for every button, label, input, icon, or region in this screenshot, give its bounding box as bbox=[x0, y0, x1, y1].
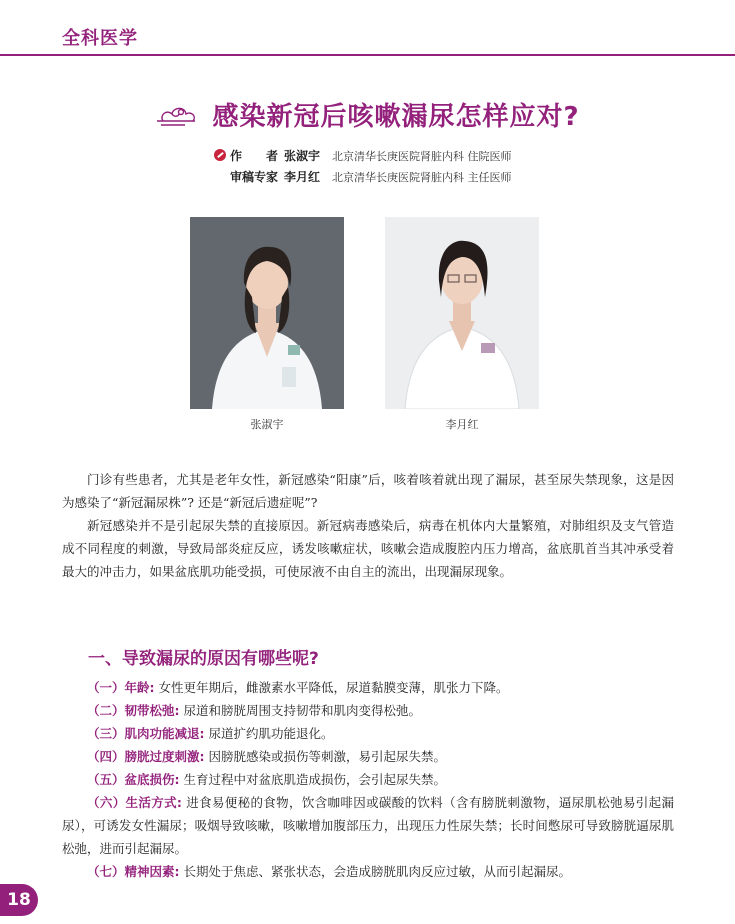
cause-heading: （一）年龄: bbox=[87, 680, 155, 695]
cause-item bbox=[62, 745, 674, 768]
header-rule bbox=[0, 54, 735, 56]
title-block bbox=[0, 96, 735, 133]
article-title: 感染新冠后咳嗽漏尿怎样应对? bbox=[212, 102, 580, 132]
cause-heading: （三）肌肉功能减退: bbox=[87, 726, 205, 741]
section-heading: 一、导致漏尿的原因有哪些呢? bbox=[88, 649, 319, 669]
credit-affiliation: 北京清华长庚医院肾脏内科 住院医师 bbox=[332, 150, 512, 163]
cause-heading: （四）膀胱过度刺激: bbox=[87, 749, 205, 764]
cause-text: 尿道扩约肌功能退化。 bbox=[204, 726, 334, 741]
reviewer-photo-caption: 李月红 bbox=[445, 418, 479, 431]
auspicious-cloud-icon bbox=[155, 103, 201, 127]
cause-text: 女性更年期后，雌激素水平降低，尿道黏膜变薄，肌张力下降。 bbox=[154, 680, 509, 695]
cause-item bbox=[62, 699, 674, 722]
cause-item bbox=[62, 791, 674, 860]
cause-heading: （二）韧带松弛: bbox=[87, 703, 180, 718]
credit-author bbox=[214, 146, 512, 167]
credit-name: 张淑宇 bbox=[284, 149, 321, 163]
pen-icon bbox=[214, 149, 226, 161]
credit-role: 作 者 bbox=[230, 149, 279, 163]
cause-item bbox=[62, 768, 674, 791]
section-label: 全科医学 bbox=[62, 28, 138, 49]
cause-heading: （七）精神因素: bbox=[87, 864, 180, 879]
credit-name: 李月红 bbox=[284, 170, 321, 184]
cause-text: 因膀胱感染或损伤等刺激，易引起尿失禁。 bbox=[204, 749, 446, 764]
credit-affiliation: 北京清华长庚医院肾脏内科 主任医师 bbox=[332, 171, 512, 184]
cause-item bbox=[62, 860, 674, 883]
page-number: 18 bbox=[0, 884, 38, 916]
credits bbox=[214, 146, 512, 188]
cause-item bbox=[62, 722, 674, 745]
author-photo-caption: 张淑宇 bbox=[250, 418, 284, 431]
intro-paragraph: 新冠感染并不是引起尿失禁的直接原因。新冠病毒感染后，病毒在机体内大量繁殖，对肺组织及支气管造成不同程度的刺激，导致局部炎症反应，诱发咳嗽症状，咳嗽会造成腹腔内压力增高，盆底肌首当其冲承受着最大的冲击力，如果盆底肌功能受损，可使尿液不由自主的流出，出现漏尿现象。 bbox=[62, 518, 674, 579]
cause-text: 尿道和膀胱周围支持韧带和肌肉变得松弛。 bbox=[179, 703, 421, 718]
cause-text: 进食易便秘的食物，饮含咖啡因或碳酸的饮料（含有膀胱刺激物，逼尿肌松弛易引起漏尿），可诱发女性漏尿；吸烟导致咳嗽，咳嗽增加腹部压力，出现压力性尿失禁；长时间憋尿可导致膀胱逼尿肌松弛，进而引起漏尿。 bbox=[62, 795, 674, 856]
cause-heading: （六）生活方式: bbox=[87, 795, 182, 810]
intro bbox=[62, 468, 674, 583]
reviewer-photo bbox=[385, 217, 539, 409]
credit-role: 审稿专家 bbox=[230, 170, 279, 184]
cause-item bbox=[62, 676, 674, 699]
author-photo bbox=[190, 217, 344, 409]
cause-text: 生育过程中对盆底肌造成损伤，会引起尿失禁。 bbox=[179, 772, 446, 787]
causes-list bbox=[62, 676, 674, 883]
intro-paragraph: 门诊有些患者，尤其是老年女性，新冠感染“阳康”后，咳着咳着就出现了漏尿，甚至尿失禁现象，这是因为感染了“新冠漏尿株”? 还是“新冠后遗症呢”? bbox=[62, 472, 674, 510]
cause-heading: （五）盆底损伤: bbox=[87, 772, 180, 787]
credit-reviewer bbox=[214, 167, 512, 188]
cause-text: 长期处于焦虑、紧张状态，会造成膀胱肌肉反应过敏，从而引起漏尿。 bbox=[179, 864, 571, 879]
